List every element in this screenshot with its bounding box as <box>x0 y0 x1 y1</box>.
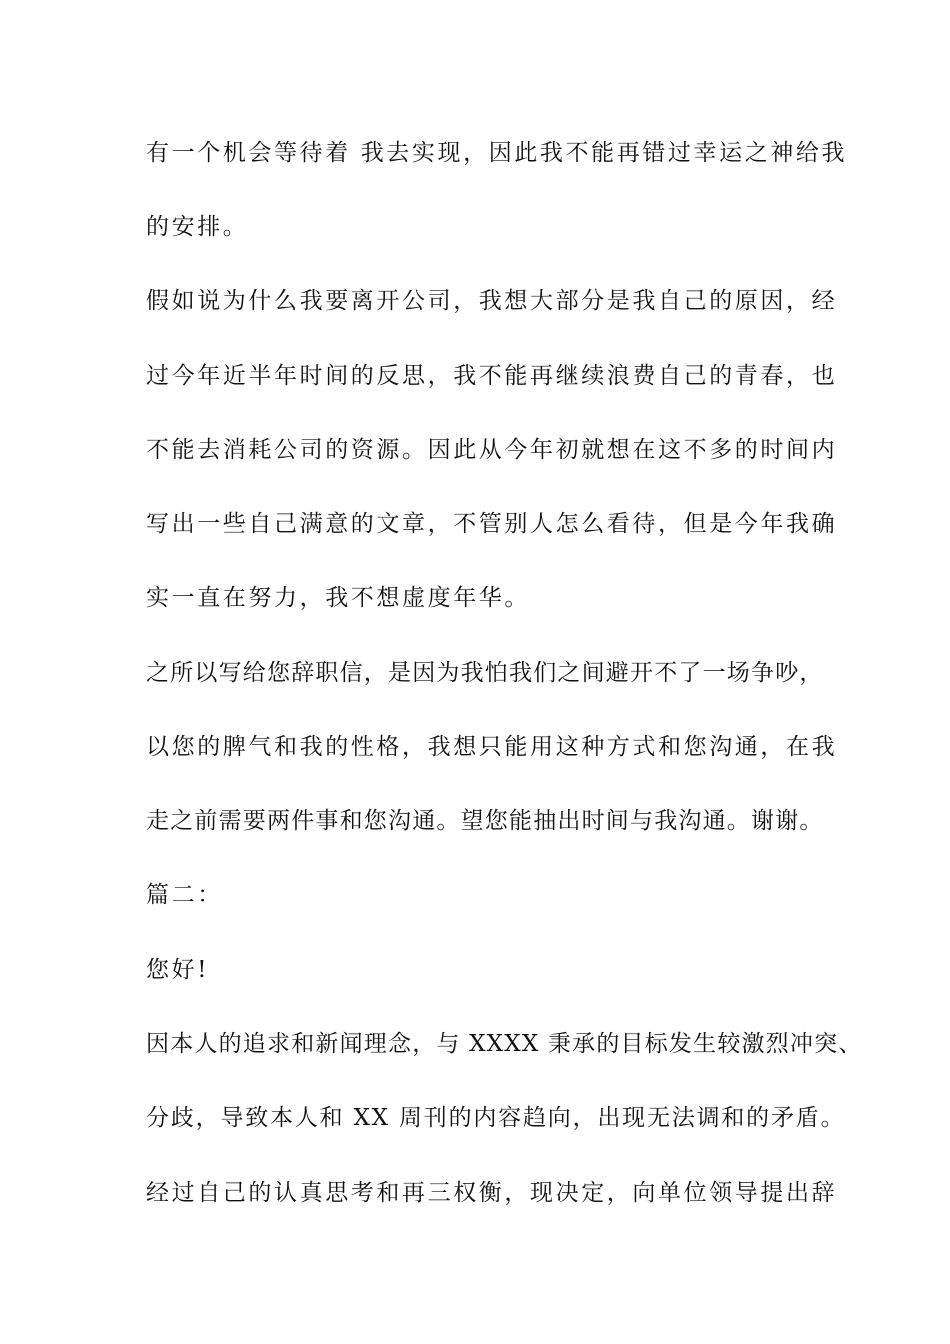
greeting: 您好! <box>146 957 210 983</box>
section-heading: 篇二： <box>146 882 223 908</box>
text-line: 有一个机会等待着 我去实现，因此我不能再错过幸运之神给我 <box>146 140 848 166</box>
text-line: 过今年近半年时间的反思，我不能再继续浪费自己的青春，也 <box>146 363 838 389</box>
text-line: 之所以写给您辞职信，是因为我怕我们之间避开不了一场争吵， <box>146 660 824 686</box>
text-line: 因本人的追求和新闻理念，与 XXXX 秉承的目标发生较激烈冲突、 <box>146 1031 863 1057</box>
text-line: 写出一些自己满意的文章，不管别人怎么看待，但是今年我确 <box>146 511 838 537</box>
text-line: 不能去消耗公司的资源。因此从今年初就想在这不多的时间内 <box>146 437 838 463</box>
text-line: 假如说为什么我要离开公司，我想大部分是我自己的原因，经 <box>146 288 838 314</box>
text-line: 以您的脾气和我的性格，我想只能用这种方式和您沟通，在我 <box>146 734 838 760</box>
text-line: 的安排。 <box>146 214 249 240</box>
text-line: 分歧，导致本人和 XX 周刊的内容趋向，出现无法调和的矛盾。 <box>146 1105 846 1131</box>
text-line: 走之前需要两件事和您沟通。望您能抽出时间与我沟通。谢谢。 <box>146 808 824 834</box>
text-line: 经过自己的认真思考和再三权衡，现决定，向单位领导提出辞 <box>146 1180 838 1206</box>
text-line: 实一直在努力，我不想虚度年华。 <box>146 585 530 611</box>
